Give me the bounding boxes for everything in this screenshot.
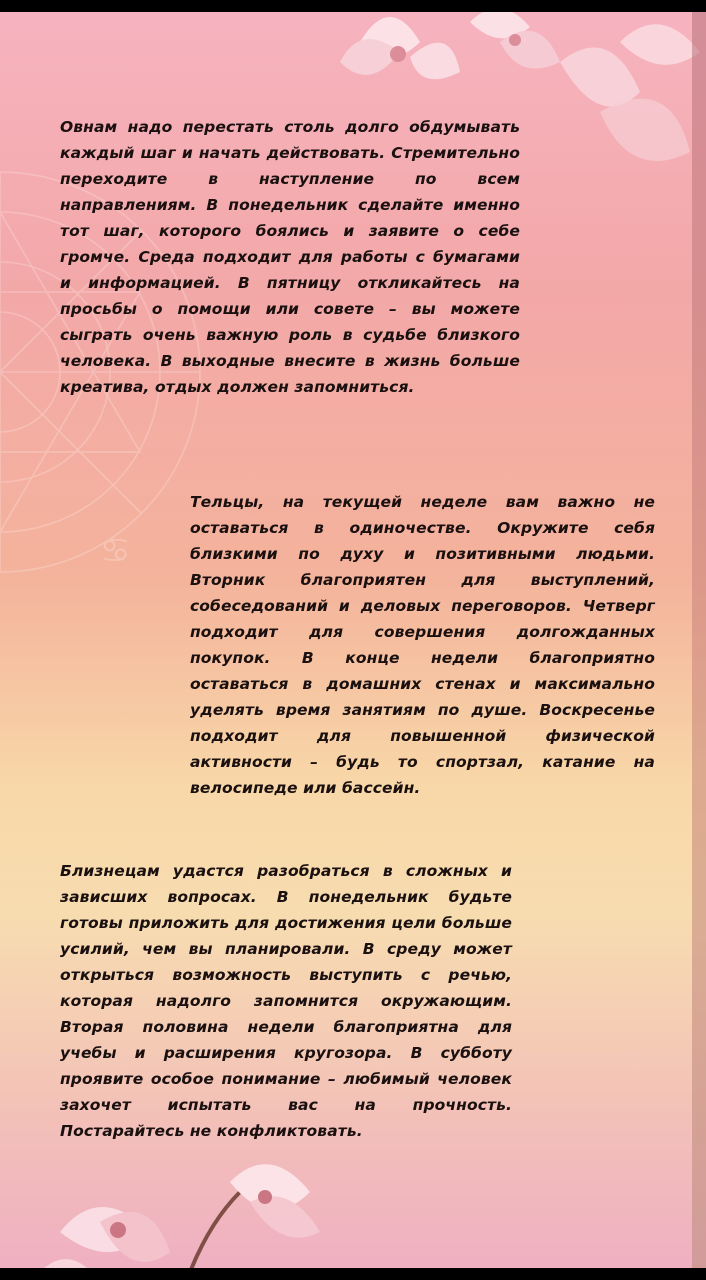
- horoscope-aries-text: Овнам надо перестать столь долго обдумывать каждый шаг и начать действовать. Стремительно переходите в наступление по всем направлениям. В понедельник сделайте именно тот шаг, которого боялись и заявите о себе громче. Среда подходит для работы с бумагами и информацией. В пятницу откликайтесь на просьбы о помощи или совете – вы можете сыграть очень важную роль в судьбе близкого человека. В выходные внесите в жизнь больше креатива, отдых должен запомниться.: [60, 118, 520, 396]
- horoscope-gemini-text: Близнецам удастся разобраться в сложных и зависших вопросах. В понедельник будьте готовы приложить для достижения цели больше усилий, чем вы планировали. В среду может открыться возможность выступить с речью, которая надолго запомнится окружающим. Вторая половина недели благоприятна для учебы и расширения кругозора. В субботу проявите особое понимание – любимый человек захочет испытать вас на прочность. Постарайтесь не конфликтовать.: [60, 862, 512, 1140]
- top-black-bar: [0, 0, 706, 12]
- bottom-black-bar: [0, 1268, 706, 1280]
- svg-text:♋: ♋: [100, 531, 131, 571]
- horoscope-taurus-text: Тельцы, на текущей неделе вам важно не оставаться в одиночестве. Окружите себя близкими по духу и позитивными людьми. Вторник благоприятен для выступлений, собеседований и деловых переговоров. Четверг подходит для совершения долгожданных покупок. В конце недели благоприятно оставаться в домашних стенах и максимально уделять время занятиям по душе. Воскресенье подходит для повышенной физической активности – будь то спортзал, катание на велосипеде или бассейн.: [190, 493, 655, 797]
- magnolia-flowers-bottom-icon: [40, 1122, 360, 1268]
- horoscope-page: [0, 12, 706, 1268]
- right-edge-strip: [692, 12, 706, 1268]
